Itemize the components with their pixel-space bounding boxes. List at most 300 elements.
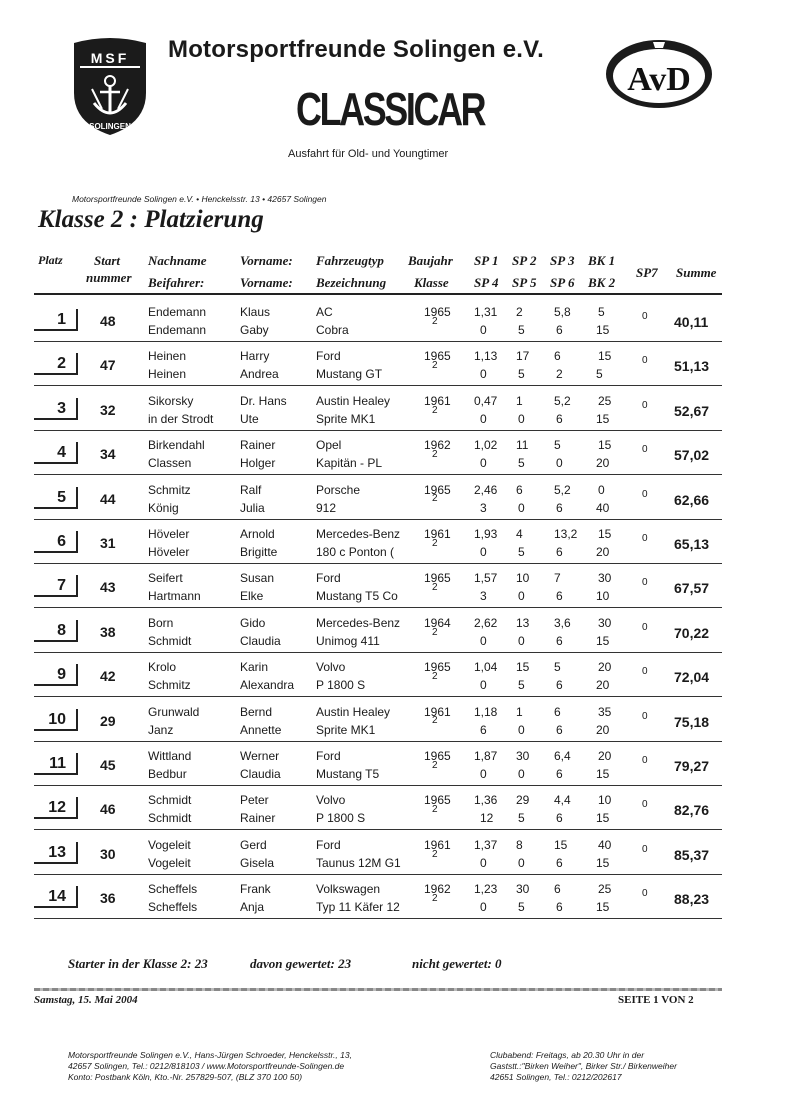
cell-baujahr: 1965 bbox=[424, 571, 451, 586]
col-bk2: BK 2 bbox=[588, 275, 616, 290]
cell-sp6: 6 bbox=[556, 545, 563, 559]
cell-sp1: 1,36 bbox=[474, 793, 498, 808]
cell-bez: 912 bbox=[316, 500, 337, 515]
cell-sp7: 0 bbox=[642, 488, 648, 500]
place-box bbox=[34, 664, 78, 686]
cell-nachname: Birkendahl bbox=[148, 438, 205, 453]
cell-nachname: Sikorsky bbox=[148, 393, 194, 408]
cell-typ: Austin Healey bbox=[316, 393, 391, 408]
cell-summe: 62,66 bbox=[674, 491, 710, 508]
place-number: 2 bbox=[57, 355, 66, 373]
start-number: 31 bbox=[100, 535, 116, 551]
place-box bbox=[34, 620, 78, 642]
cell-sp3: 5,8 bbox=[554, 305, 571, 319]
cell-bk1: 15 bbox=[598, 349, 612, 364]
header-divider bbox=[34, 293, 722, 295]
cell-sp1: 2,62 bbox=[474, 615, 498, 630]
cell-bez: Mustang T5 bbox=[316, 767, 380, 781]
cell-typ: Porsche bbox=[316, 482, 361, 497]
cell-sp5: 5 bbox=[518, 456, 525, 471]
place-box bbox=[34, 442, 78, 464]
cell-beifahrer: Höveler bbox=[148, 545, 190, 559]
cell-beifahrer: König bbox=[148, 500, 179, 515]
start-number: 38 bbox=[100, 623, 116, 640]
cell-typ: Austin Healey bbox=[316, 704, 391, 719]
cell-bk2: 20 bbox=[596, 545, 610, 559]
cell-sp1: 1,57 bbox=[474, 571, 498, 586]
start-number: 30 bbox=[100, 845, 116, 862]
cell-sp3: 6 bbox=[554, 882, 561, 897]
cell-nachname: Endemann bbox=[148, 305, 207, 319]
place-number: 12 bbox=[48, 799, 66, 817]
cell-sp7: 0 bbox=[642, 799, 648, 811]
cell-typ: Ford bbox=[316, 837, 341, 852]
msf-logo bbox=[70, 37, 150, 137]
cell-bk1: 10 bbox=[598, 793, 612, 808]
table-row bbox=[0, 347, 800, 391]
cell-baujahr: 1961 bbox=[424, 704, 451, 719]
row-divider bbox=[34, 652, 722, 653]
cell-bk2: 15 bbox=[596, 900, 610, 915]
place-number: 10 bbox=[48, 710, 66, 728]
place-number: 4 bbox=[57, 444, 66, 462]
row-divider bbox=[34, 563, 722, 564]
cell-sp4: 0 bbox=[480, 855, 487, 870]
cell-sp7: 0 bbox=[642, 311, 648, 322]
cell-baujahr: 1962 bbox=[424, 882, 451, 897]
cell-sp4: 0 bbox=[480, 411, 487, 426]
cell-bk2: 20 bbox=[596, 678, 610, 693]
cell-bk2: 15 bbox=[596, 323, 610, 337]
cell-bez: Cobra bbox=[316, 323, 349, 337]
place-number: 11 bbox=[49, 755, 66, 772]
row-divider bbox=[34, 874, 722, 875]
cell-sp2: 4 bbox=[516, 527, 523, 541]
footer-line: Motorsportfreunde Solingen e.V., Hans-Jürgen Schroeder, Henckelsstr., 13, bbox=[68, 1050, 352, 1060]
svg-text:SOLINGEN: SOLINGEN bbox=[89, 122, 131, 131]
cell-vorname2: Brigitte bbox=[240, 545, 278, 559]
cell-sp5: 0 bbox=[518, 855, 525, 870]
cell-bk1: 15 bbox=[598, 527, 612, 541]
cell-sp2: 30 bbox=[516, 882, 530, 897]
cell-klasse: 2 bbox=[432, 404, 438, 416]
cell-summe: 40,11 bbox=[674, 314, 709, 330]
cell-sp2: 1 bbox=[516, 704, 523, 719]
table-row bbox=[0, 525, 800, 569]
cell-baujahr: 1965 bbox=[424, 793, 451, 808]
cell-nachname: Krolo bbox=[148, 660, 177, 675]
cell-typ: Ford bbox=[316, 571, 341, 586]
cell-vorname1: Klaus bbox=[240, 305, 271, 319]
cell-sp5: 0 bbox=[518, 411, 525, 426]
cell-bk2: 20 bbox=[596, 456, 610, 471]
cell-vorname2: Elke bbox=[240, 589, 264, 604]
cell-typ: Ford bbox=[316, 349, 341, 364]
cell-sp6: 6 bbox=[556, 589, 563, 604]
svg-text:MSF: MSF bbox=[90, 50, 130, 66]
footer-line: 42651 Solingen, Tel.: 0212/202617 bbox=[490, 1072, 622, 1082]
cell-klasse: 2 bbox=[432, 892, 438, 904]
club-name: Motorsportfreunde Solingen e.V. bbox=[168, 36, 545, 63]
cell-sp2: 6 bbox=[516, 482, 523, 497]
cell-beifahrer: Schmidt bbox=[148, 633, 192, 648]
event-subtitle: Ausfahrt für Old- und Youngtimer bbox=[288, 148, 449, 160]
cell-bez: Kapitän - PL bbox=[316, 456, 383, 471]
place-number: 3 bbox=[57, 399, 66, 417]
table-row bbox=[0, 303, 800, 347]
cell-beifahrer: Heinen bbox=[148, 367, 187, 382]
footer-divider bbox=[34, 988, 722, 991]
unrated-count: nicht gewertet: 0 bbox=[412, 956, 502, 971]
row-divider bbox=[34, 519, 722, 520]
cell-sp6: 6 bbox=[556, 900, 563, 915]
place-number: 9 bbox=[57, 666, 66, 684]
cell-sp1: 1,13 bbox=[474, 349, 498, 364]
cell-sp7: 0 bbox=[642, 533, 648, 544]
col-bk1: BK 1 bbox=[588, 253, 616, 268]
cell-sp3: 5 bbox=[554, 438, 561, 453]
cell-baujahr: 1965 bbox=[424, 660, 451, 675]
cell-bez: Mustang T5 Co bbox=[316, 589, 398, 604]
cell-bk1: 25 bbox=[598, 882, 612, 897]
cell-sp5: 5 bbox=[518, 678, 525, 693]
cell-sp6: 6 bbox=[556, 411, 563, 426]
footer-clubabend bbox=[490, 1050, 677, 1083]
cell-vorname1: Harry bbox=[240, 349, 270, 364]
cell-nachname: Born bbox=[148, 615, 174, 630]
cell-beifahrer: Scheffels bbox=[148, 900, 198, 915]
cell-sp7: 0 bbox=[642, 843, 648, 855]
cell-sp5: 5 bbox=[518, 545, 525, 559]
col-sp1: SP 1 bbox=[474, 253, 499, 268]
cell-bk1: 0 bbox=[598, 482, 605, 497]
cell-bk2: 5 bbox=[596, 367, 603, 382]
cell-nachname: Schmitz bbox=[148, 482, 191, 497]
cell-typ: Volvo bbox=[316, 793, 346, 808]
place-box bbox=[34, 886, 78, 908]
cell-vorname1: Rainer bbox=[240, 438, 276, 453]
cell-sp4: 0 bbox=[480, 456, 487, 471]
place-box bbox=[34, 575, 78, 597]
row-divider bbox=[34, 474, 722, 475]
cell-bk1: 25 bbox=[598, 393, 612, 408]
cell-vorname2: Claudia bbox=[240, 767, 281, 781]
start-number: 29 bbox=[100, 712, 116, 729]
cell-vorname1: Frank bbox=[240, 882, 271, 897]
starter-count: Starter in der Klasse 2: 23 bbox=[68, 956, 208, 971]
cell-sp1: 1,37 bbox=[474, 837, 498, 852]
cell-sp2: 1 bbox=[516, 393, 523, 408]
table-row bbox=[0, 703, 800, 747]
cell-sp1: 1,93 bbox=[474, 527, 498, 541]
cell-bk1: 40 bbox=[598, 837, 612, 852]
cell-summe: 88,23 bbox=[674, 891, 710, 908]
start-number: 42 bbox=[100, 668, 116, 685]
place-box bbox=[34, 531, 78, 553]
cell-sp5: 5 bbox=[518, 811, 525, 826]
place-number: 7 bbox=[57, 577, 66, 595]
table-row bbox=[0, 436, 800, 480]
cell-vorname1: Susan bbox=[240, 571, 275, 586]
cell-beifahrer: Janz bbox=[148, 722, 174, 737]
cell-vorname2: Alexandra bbox=[240, 678, 295, 693]
table-row bbox=[0, 481, 800, 525]
place-box bbox=[34, 309, 78, 331]
place-number: 5 bbox=[57, 488, 66, 506]
cell-sp2: 15 bbox=[516, 660, 530, 675]
cell-klasse: 2 bbox=[432, 759, 438, 771]
cell-bez: Unimog 411 bbox=[316, 633, 380, 648]
place-box bbox=[34, 398, 78, 420]
cell-vorname2: Julia bbox=[240, 500, 265, 515]
cell-sp3: 15 bbox=[554, 837, 568, 852]
cell-summe: 72,04 bbox=[674, 669, 710, 686]
cell-vorname2: Ute bbox=[240, 411, 259, 426]
cell-sp3: 5,2 bbox=[554, 393, 571, 408]
cell-sp5: 0 bbox=[518, 767, 525, 781]
event-title: CLASSICAR bbox=[296, 83, 485, 135]
place-box bbox=[34, 709, 78, 731]
cell-sp4: 0 bbox=[480, 900, 487, 915]
cell-sp5: 0 bbox=[518, 589, 525, 604]
cell-klasse: 2 bbox=[432, 448, 438, 460]
start-number: 47 bbox=[100, 357, 116, 374]
row-divider bbox=[34, 430, 722, 431]
cell-vorname1: Werner bbox=[240, 749, 280, 763]
cell-vorname2: Holger bbox=[240, 456, 276, 471]
cell-beifahrer: Schmidt bbox=[148, 811, 192, 826]
cell-beifahrer: Bedbur bbox=[148, 767, 187, 781]
cell-sp6: 6 bbox=[556, 500, 563, 515]
place-number: 6 bbox=[57, 533, 66, 550]
cell-klasse: 2 bbox=[432, 360, 438, 372]
rated-count: davon gewertet: 23 bbox=[250, 956, 352, 971]
cell-sp7: 0 bbox=[642, 621, 648, 633]
cell-baujahr: 1961 bbox=[424, 393, 451, 408]
row-divider bbox=[34, 918, 722, 919]
cell-bez: Typ 11 Käfer 12 bbox=[316, 900, 400, 915]
cell-sp1: 0,47 bbox=[474, 393, 498, 408]
cell-bk1: 30 bbox=[598, 571, 612, 586]
cell-beifahrer: Classen bbox=[148, 456, 192, 471]
cell-sp1: 1,18 bbox=[474, 704, 498, 719]
cell-sp6: 6 bbox=[556, 323, 563, 337]
row-divider bbox=[34, 385, 722, 386]
col-baujahr: Baujahr bbox=[408, 253, 453, 268]
cell-sp2: 29 bbox=[516, 793, 530, 808]
cell-sp7: 0 bbox=[642, 888, 648, 900]
cell-nachname: Heinen bbox=[148, 349, 187, 364]
cell-bk2: 40 bbox=[596, 500, 610, 515]
row-divider bbox=[34, 341, 722, 342]
cell-sp6: 6 bbox=[556, 678, 563, 693]
row-divider bbox=[34, 696, 722, 697]
cell-sp3: 5 bbox=[554, 660, 561, 675]
cell-sp1: 1,31 bbox=[474, 305, 498, 319]
event-date: Samstag, 15. Mai 2004 bbox=[34, 994, 138, 1006]
cell-bk2: 15 bbox=[596, 811, 610, 826]
cell-vorname1: Karin bbox=[240, 660, 269, 675]
cell-summe: 67,57 bbox=[674, 580, 710, 597]
col-bezeichnung: Bezeichnung bbox=[316, 275, 387, 290]
cell-beifahrer: Vogeleit bbox=[148, 855, 191, 870]
col-nachname: Nachname bbox=[148, 253, 207, 268]
cell-sp1: 1,87 bbox=[474, 749, 498, 763]
cell-sp2: 8 bbox=[516, 837, 523, 852]
cell-sp4: 6 bbox=[480, 722, 487, 737]
cell-sp4: 0 bbox=[480, 678, 487, 693]
cell-baujahr: 1965 bbox=[424, 349, 451, 364]
cell-sp7: 0 bbox=[642, 666, 648, 678]
cell-vorname2: Annette bbox=[240, 722, 282, 737]
cell-klasse: 2 bbox=[432, 315, 438, 327]
cell-vorname1: Gerd bbox=[240, 837, 267, 852]
table-row bbox=[0, 747, 800, 791]
cell-bk2: 15 bbox=[596, 767, 610, 781]
cell-sp3: 6,4 bbox=[554, 749, 571, 763]
cell-beifahrer: in der Strodt bbox=[148, 411, 214, 426]
col-fahrzeugtyp: Fahrzeugtyp bbox=[316, 253, 384, 268]
cell-typ: Volkswagen bbox=[316, 882, 381, 897]
table-row bbox=[0, 880, 800, 924]
cell-sp6: 6 bbox=[556, 811, 563, 826]
cell-vorname1: Peter bbox=[240, 793, 269, 808]
cell-nachname: Schmidt bbox=[148, 793, 192, 808]
cell-sp1: 1,23 bbox=[474, 882, 498, 897]
col-summe: Summe bbox=[676, 265, 717, 280]
cell-sp6: 0 bbox=[556, 456, 563, 471]
cell-bez: Taunus 12M G1 bbox=[316, 855, 401, 870]
row-divider bbox=[34, 785, 722, 786]
cell-klasse: 2 bbox=[432, 670, 438, 682]
avd-logo bbox=[604, 38, 714, 110]
table-row bbox=[0, 836, 800, 880]
cell-sp3: 5,2 bbox=[554, 482, 571, 497]
cell-summe: 52,67 bbox=[674, 402, 710, 419]
cell-bez: Mustang GT bbox=[316, 367, 383, 382]
cell-bk2: 10 bbox=[596, 589, 610, 604]
place-number: 1 bbox=[57, 311, 66, 328]
cell-bez: 180 c Ponton ( bbox=[316, 545, 395, 559]
cell-sp3: 7 bbox=[554, 571, 561, 586]
col-sp6: SP 6 bbox=[550, 275, 575, 290]
cell-sp4: 3 bbox=[480, 589, 487, 604]
cell-sp7: 0 bbox=[642, 710, 648, 722]
cell-klasse: 2 bbox=[432, 493, 438, 505]
start-number: 32 bbox=[100, 401, 116, 418]
place-number: 8 bbox=[57, 621, 66, 639]
start-number: 48 bbox=[100, 313, 116, 329]
cell-baujahr: 1961 bbox=[424, 527, 451, 541]
cell-sp3: 6 bbox=[554, 349, 561, 364]
cell-bk1: 20 bbox=[598, 749, 612, 763]
cell-sp4: 0 bbox=[480, 767, 487, 781]
col-vorname-1: Vorname: bbox=[240, 253, 293, 268]
start-number: 36 bbox=[100, 890, 116, 907]
cell-sp3: 3,6 bbox=[554, 615, 571, 630]
table-row bbox=[0, 569, 800, 613]
cell-sp2: 17 bbox=[516, 349, 530, 364]
cell-bk2: 15 bbox=[596, 411, 610, 426]
place-number: 14 bbox=[48, 888, 66, 906]
cell-typ: AC bbox=[316, 305, 333, 319]
cell-sp5: 5 bbox=[518, 367, 525, 382]
cell-vorname1: Bernd bbox=[240, 704, 273, 719]
cell-bk1: 20 bbox=[598, 660, 612, 675]
col-sp4: SP 4 bbox=[474, 275, 499, 290]
place-box bbox=[34, 797, 78, 819]
place-box bbox=[34, 842, 78, 864]
cell-sp5: 0 bbox=[518, 722, 525, 737]
cell-bk2: 20 bbox=[596, 722, 610, 737]
cell-sp6: 6 bbox=[556, 767, 563, 781]
cell-summe: 51,13 bbox=[674, 358, 710, 375]
cell-sp4: 0 bbox=[480, 545, 487, 559]
row-divider bbox=[34, 607, 722, 608]
cell-summe: 82,76 bbox=[674, 802, 710, 819]
cell-bk1: 30 bbox=[598, 615, 612, 630]
cell-sp7: 0 bbox=[642, 577, 648, 589]
cell-nachname: Höveler bbox=[148, 527, 190, 541]
cell-sp4: 0 bbox=[480, 633, 487, 648]
cell-klasse: 2 bbox=[432, 626, 438, 638]
col-sp5: SP 5 bbox=[512, 275, 537, 290]
col-sp2: SP 2 bbox=[512, 253, 537, 268]
col-beifahrer: Beifahrer: bbox=[148, 275, 205, 290]
cell-sp6: 6 bbox=[556, 855, 563, 870]
cell-bez: Sprite MK1 bbox=[316, 411, 376, 426]
cell-nachname: Seifert bbox=[148, 571, 183, 586]
cell-bez: P 1800 S bbox=[316, 811, 366, 826]
col-sp7: SP7 bbox=[636, 265, 658, 280]
cell-summe: 79,27 bbox=[674, 758, 710, 774]
cell-bez: Sprite MK1 bbox=[316, 722, 376, 737]
cell-sp3: 13,2 bbox=[554, 527, 578, 541]
cell-sp2: 13 bbox=[516, 615, 530, 630]
cell-klasse: 2 bbox=[432, 848, 438, 860]
col-platz: Platz bbox=[38, 253, 63, 267]
cell-sp5: 5 bbox=[518, 900, 525, 915]
col-nummer: nummer bbox=[86, 270, 132, 285]
cell-typ: Volvo bbox=[316, 660, 346, 675]
cell-summe: 75,18 bbox=[674, 713, 710, 730]
cell-sp7: 0 bbox=[642, 399, 648, 411]
cell-klasse: 2 bbox=[432, 582, 438, 594]
cell-baujahr: 1962 bbox=[424, 438, 451, 453]
cell-summe: 85,37 bbox=[674, 846, 710, 863]
cell-sp1: 2,46 bbox=[474, 482, 498, 497]
cell-beifahrer: Endemann bbox=[148, 323, 207, 337]
cell-bk2: 15 bbox=[596, 855, 610, 870]
cell-sp1: 1,04 bbox=[474, 660, 498, 675]
footer-line: Clubabend: Freitags, ab 20.30 Uhr in der bbox=[490, 1050, 645, 1060]
cell-sp5: 0 bbox=[518, 500, 525, 515]
col-klasse: Klasse bbox=[414, 275, 449, 290]
table-row bbox=[0, 658, 800, 702]
cell-klasse: 2 bbox=[432, 537, 438, 549]
cell-baujahr: 1964 bbox=[424, 615, 451, 630]
cell-bk2: 15 bbox=[596, 633, 610, 648]
cell-nachname: Vogeleit bbox=[148, 837, 191, 852]
cell-sp2: 10 bbox=[516, 571, 530, 586]
place-box bbox=[34, 753, 78, 775]
footer-line: Konto: Postbank Köln, Kto.-Nr. 257829-507, (BLZ 370 100 50) bbox=[68, 1072, 303, 1082]
cell-vorname2: Gaby bbox=[240, 323, 269, 337]
table-row bbox=[0, 392, 800, 436]
cell-sp5: 0 bbox=[518, 633, 525, 648]
svg-text:AvD: AvD bbox=[627, 61, 691, 98]
cell-nachname: Scheffels bbox=[148, 882, 198, 897]
